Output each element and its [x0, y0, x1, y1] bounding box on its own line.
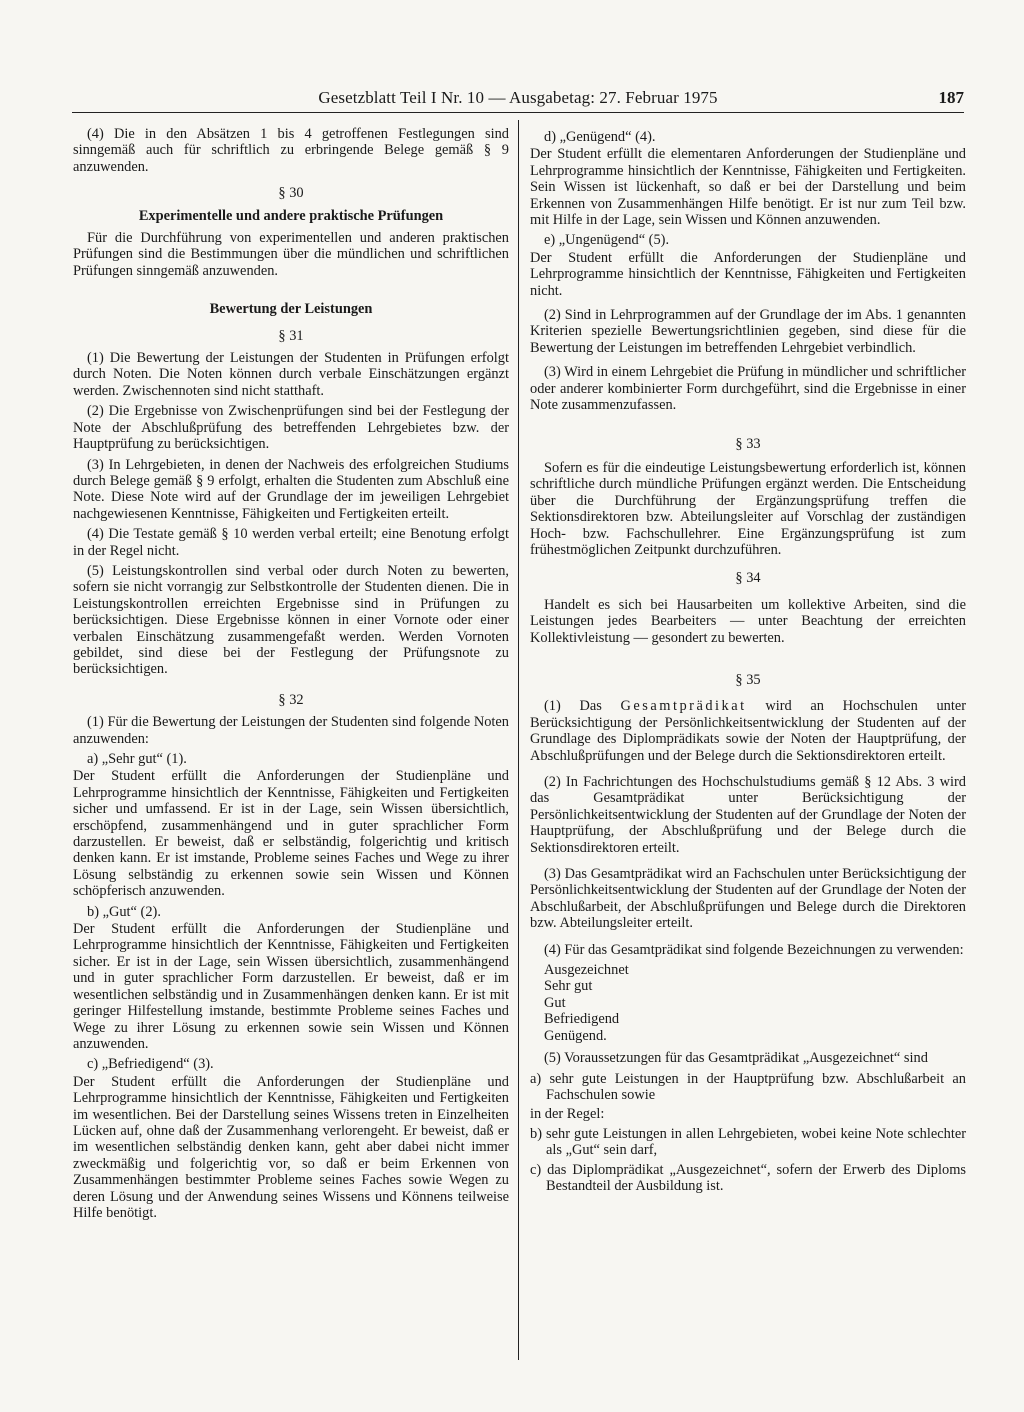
paragraph-s35-2: (2) In Fachrichtungen des Hochschulstudiums gemäß § 12 Abs. 3 wird das Gesamtprädikat unter Berücksichtigung der Persönlichkeitsentwicklung der Studenten auf der Grundlage der Noten der Hauptprüfung, der Abschlußprüfung und der Belege durch die Sektionsdirektoren erteilt.	[530, 774, 966, 856]
page-header	[72, 84, 964, 113]
s35-1-rest: wird an Hochschulen unter Berücksichtigung der Persönlichkeitsentwicklung der Studenten auf der Grundlage des Diplomprädikats sowie der Noten der Hauptprüfung, der Abschlußprüfungen und der Belege durch die Sektionsdirektoren erteilt.	[530, 698, 967, 764]
designation-item: Genügend.	[544, 1027, 607, 1044]
paragraph-s35-1	[530, 698, 966, 764]
requirement-b: b) sehr gute Leistungen in allen Lehrgebieten, wobei keine Note schlechter als „Gut“ sein darf,	[530, 1125, 966, 1159]
paragraph-s35-4: (4) Für das Gesamtprädikat sind folgende Bezeichnungen zu verwenden:	[544, 941, 964, 958]
paragraph-s35-5: (5) Voraussetzungen für das Gesamtprädikat „Ausgezeichnet“ sind	[544, 1050, 928, 1067]
grade-a-label: a) „Sehr gut“ (1).	[87, 751, 187, 767]
s35-1-emphasis: Gesamtprädikat	[620, 698, 747, 715]
designation-item: Befriedigend	[544, 1011, 620, 1028]
paragraph-s31-4: (4) Die Testate gemäß § 10 werden verbal erteilt; eine Benotung erfolgt in der Regel nicht.	[73, 526, 509, 559]
grade-a-description: Der Student erfüllt die Anforderungen der Studienpläne und Lehrprogramme hinsichtlich der Kenntnisse, Fähigkeiten und Fertigkeiten sicher und umfassend. Er ist in der Lage, sein Wissen übersichtlich, erschöpfend, zusammenhängend und in guter sprachlicher Form darzustellen. Er beweist, daß er selbständig, folgerichtig und kritisch denken kann. Er ist imstande, Probleme seines Faches und Wege zu ihrer Lösung selbständig zu erkennen sowie sein Wissen und Können schöpferisch anzuwenden.	[73, 768, 509, 900]
paragraph-s34: Handelt es sich bei Hausarbeiten um kollektive Arbeiten, sind die Leistungen jedes Bearbeiters — unter Beachtung der erreichten Kollektivleistung — gesondert zu bewerten.	[530, 596, 966, 646]
designation-item: Sehr gut	[544, 978, 593, 995]
section-number-30: § 30	[278, 185, 304, 202]
section-number-34: § 34	[735, 570, 761, 587]
section-number-32: § 32	[278, 691, 304, 708]
grade-d-description: Der Student erfüllt die elementaren Anforderungen der Studienpläne und Lehrprogramme hinsichtlich der Kenntnisse, Fähigkeiten und Fertigkeiten. Sein Wissen ist lückenhaft, so daß er bei der Darstellung und beim Erkennen von Zusammenhängen Hilfe benötigt. Er ist nur zum Teil bzw. mit Hilfe in der Lage, sein Wissen und Können anzuwenden.	[530, 146, 966, 229]
paragraph-s31-1: (1) Die Bewertung der Leistungen der Studenten in Prüfungen erfolgt durch Noten. Die Noten können durch verbale Einschätzungen ergänzt werden. Zwischennoten sind nicht statthaft.	[73, 350, 509, 399]
requirement-a: a) sehr gute Leistungen in der Hauptprüfung bzw. Abschlußarbeit an Fachschulen sowie	[530, 1070, 966, 1103]
paragraph-s32-3: (3) Wird in einem Lehrgebiet die Prüfung in mündlicher und schriftlicher oder anderer kombinierter Form durchgeführt, sind die Ergebnisse in einer Note zusammenzufassen.	[530, 364, 966, 414]
paragraph-s29-4: (4) Die in den Absätzen 1 bis 4 getroffenen Festlegungen sind sinngemäß auch für schriftlich zu erbringende Belege gemäß § 9 anzuwenden.	[73, 126, 509, 175]
grade-c-label: c) „Befriedigend“ (3).	[87, 1056, 214, 1073]
grade-e-label: e) „Ungenügend“ (5).	[544, 232, 670, 249]
paragraph-s30: Für die Durchführung von experimentellen und anderen praktischen Prüfungen sind die Bestimmungen über die mündlichen und schriftlichen Prüfungen sinngemäß anzuwenden.	[73, 230, 509, 279]
paragraph-s31-3: (3) In Lehrgebieten, in denen der Nachweis des erfolgreichen Studiums durch Belege gemäß § 9 erfolgt, erhalten die Studenten zum Abschluß eine Note. Diese Note wird auf der Grundlage der im jeweiligen Lehrgebiet nachgewiesenen Kenntnisse, Fähigkeiten und Fertigkeiten erteilt.	[73, 456, 509, 522]
designation-item: Ausgezeichnet	[544, 962, 629, 979]
chapter-heading: Bewertung der Leistungen	[209, 301, 373, 318]
grade-e-description: Der Student erfüllt die Anforderungen der Studienpläne und Lehrprogramme hinsichtlich der Kenntnisse, Fähigkeiten und Fertigkeiten nicht.	[530, 249, 966, 299]
right-column	[530, 126, 966, 1197]
page-number: 187	[938, 88, 964, 107]
paragraph-s33: Sofern es für die eindeutige Leistungsbewertung erforderlich ist, können schriftliche durch mündliche Prüfungen ergänzt werden. Die Entscheidung über die Durchführung der Ergänzungsprüfung treffen die Sektionsdirektoren bzw. Abteilungsleiter auf Vorschlag der zuständigen Hoch- bzw. Fachschullehrer. Eine Ergänzungsprüfung ist zum frühestmöglichen Zeitpunkt durchzuführen.	[530, 459, 966, 558]
paragraph-s31-2: (2) Die Ergebnisse von Zwischenprüfungen sind bei der Festlegung der Note der Abschlußprüfung des betreffenden Lehrgebietes bzw. der Hauptprüfung zu berücksichtigen.	[73, 403, 509, 453]
section-number-31: § 31	[278, 327, 304, 344]
designation-item: Gut	[544, 994, 566, 1011]
paragraph-s32-1: (1) Für die Bewertung der Leistungen der Studenten sind folgende Noten anzuwenden:	[73, 714, 509, 747]
left-column	[73, 126, 509, 1225]
s35-1-prefix: (1) Das	[544, 698, 602, 715]
section-heading-30: Experimentelle und andere praktische Prüfungen	[138, 207, 444, 224]
section-number-33: § 33	[735, 435, 761, 452]
grade-b-label: b) „Gut“ (2).	[87, 903, 161, 920]
grade-b-description: Der Student erfüllt die Anforderungen der Studienpläne und Lehrprogramme hinsichtlich der Kenntnisse, Fähigkeiten und Fertigkeiten sicher. Er ist in der Lage, sein Wissen übersichtlich, zusammenhängend und in guter sprachlicher Form darzustellen. Er beweist, daß er im wesentlichen selbständig und in Zusammenhängen denken kann. Er ist mit geringer Hilfestellung imstande, bestimmte Probleme seines Faches und Wege zu ihrer Lösung zu erkennen sowie sein Wissen und Können anzuwenden.	[73, 921, 509, 1052]
paragraph-s32-2: (2) Sind in Lehrprogrammen auf der Grundlage der im Abs. 1 genannten Kriterien spezielle Bewertungsrichtlinien gegeben, sind diese für die Bewertung der Leistungen im betreffenden Lehrgebiet verbindlich.	[530, 307, 966, 356]
column-divider	[518, 120, 519, 1360]
requirement-c: c) das Diplomprädikat „Ausgezeichnet“, sofern der Erwerb des Diploms Bestandteil der Ausbildung ist.	[530, 1161, 966, 1194]
header-title: Gesetzblatt Teil I Nr. 10 — Ausgabetag: 27. Februar 1975	[318, 88, 718, 107]
designation-list	[544, 962, 966, 1044]
paragraph-s35-3: (3) Das Gesamtprädikat wird an Fachschulen unter Berücksichtigung der Persönlichkeitsentwicklung der Studenten auf der Grundlage der Noten der Abschlußarbeit, der Abschlußprüfungen und Belege durch die Direktoren bzw. Abteilungsleiter erteilt.	[530, 866, 966, 932]
grade-d-label: d) „Genügend“ (4).	[544, 129, 656, 145]
in-der-regel-label: in der Regel:	[530, 1106, 605, 1123]
paragraph-s31-5: (5) Leistungskontrollen sind verbal oder durch Noten zu bewerten, sofern sie nicht vorrangig zur Selbstkontrolle der Studenten dienen. Die in Leistungskontrollen erreichten Ergebnisse sind in Prüfungen zu berücksichtigen. Diese Ergebnisse können in einer Vornote oder einer verbalen Einschätzung zusammengefaßt werden. Werden Vornoten gebildet, sind diese bei der Festlegung der Prüfungsnote zu berücksichtigen.	[73, 562, 509, 678]
grade-c-description: Der Student erfüllt die Anforderungen der Studienpläne und Lehrprogramme hinsichtlich der Kenntnisse, Fähigkeiten und Fertigkeiten im wesentlichen. Bei der Darstellung seines Wissens treten in Einzelheiten Lücken auf, ohne daß der Zusammenhang verlorengeht. Er beweist, daß er im wesentlichen selbständig denken kann, geht aber dabei nicht immer zweckmäßig und folgerichtig vor, so daß er beim Erkennen von Zusammenhängen bestimmter Probleme seines Faches sowie Wegen zu deren Lösung und der Anwendung seines Wissens und Könnens teilweise Hilfe benötigt.	[73, 1073, 509, 1221]
section-number-35: § 35	[735, 671, 761, 688]
